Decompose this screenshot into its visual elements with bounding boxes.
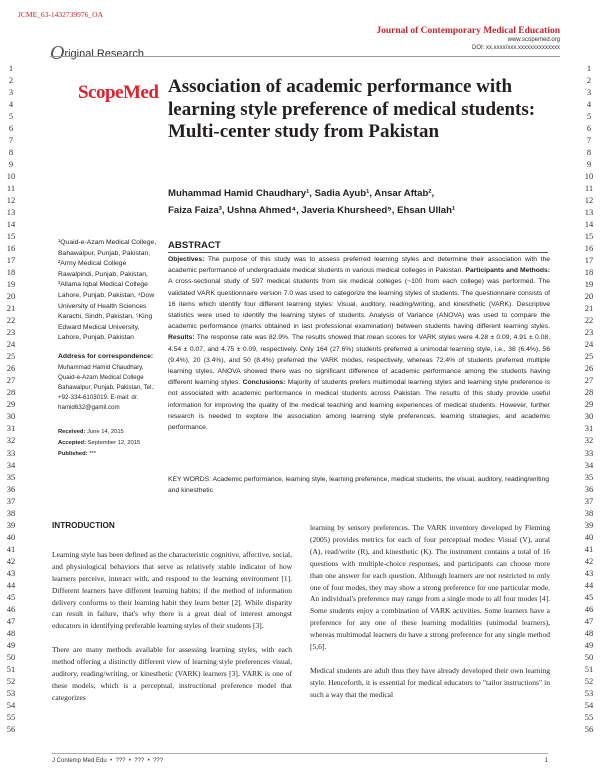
line-number: 30: [6, 411, 16, 422]
line-number: 46: [6, 603, 16, 614]
line-number: 52: [6, 675, 16, 686]
document-id: JCME_63-1432739976_OA: [18, 10, 104, 19]
line-number: 16: [6, 243, 16, 254]
line-number: 50: [6, 651, 16, 662]
line-number: 40: [6, 531, 16, 542]
page-number: 1: [544, 758, 548, 764]
results-label: Results:: [168, 334, 195, 342]
line-number: 43: [6, 567, 16, 578]
line-number: 9: [8, 159, 14, 170]
line-number: 52: [584, 675, 594, 686]
results-text: The response rate was 82.9%. The results showed that mean scores for VARK styles were 4.28 ± 0.09, 4.91 ± 0.08, 4.54 ± 0.07, and 4.75 ± 0.09, respectively. Only 164 (27.6%) students preferred a unimodal learning style, i.e., 38 (6.4%), 56 (9.4%), 20 (3.4%), and 50 (8.4%) preferred the VARK modes, respectively, whereas 72.4% of students preferred multiple learning styles. ANOVA showed there was no significant difference of academic performance among the students having different learning styles.: [168, 334, 550, 387]
line-number: 47: [6, 615, 16, 626]
intro-paragraph-4: Medical students are adult thus they have already developed their own learning style. Henceforth, it is essential for medical educators to "tailor instructions" in such a way that the medical: [310, 665, 550, 699]
correspondence-text: Muhammad Hamid Chaudhary, Quaid-e-Azam Medical College Bahawalpur, Punjab, Pakistan, Tel.: +92-334-6103019. E-mail: dr. hamid632@gamil.com: [58, 363, 155, 411]
line-number: 22: [6, 315, 16, 326]
line-number: 36: [584, 483, 594, 494]
conclusions-label: Conclusions:: [242, 379, 286, 387]
keywords-text: Academic performance, learning style, learning preference, medical students, the visual, auditory, reading/writing and kinesthetic: [168, 476, 549, 495]
affiliations: ¹Quaid-e-Azam Medical College, Bahawalpur, Punjab, Pakistan, ²Army Medical College Rawalpindi, Punjab, Pakistan, ³Allama Iqbal Medical College Lahore, Punjab, Pakistan, ⁴Dow University of Health Sciences Karachi, Sindh, Pakistan, ⁵King Edward Medical University, Lahore, Punjab, Pakistan: [58, 239, 157, 342]
line-number: 27: [6, 375, 16, 386]
line-number: 45: [584, 591, 594, 602]
line-number: 3: [586, 87, 592, 98]
line-number: 26: [6, 363, 16, 374]
line-number: 44: [584, 579, 594, 590]
line-number: 6: [8, 123, 14, 134]
line-number: 19: [6, 279, 16, 290]
line-number: 56: [584, 723, 594, 734]
line-number: 8: [586, 147, 592, 158]
line-number: 51: [6, 663, 16, 674]
line-number: 41: [6, 543, 16, 554]
line-number: 48: [584, 627, 594, 638]
doi: DOI: xx.xxxx/xxx.xxxxxxxxxxxxxx: [471, 45, 560, 51]
line-number: 10: [6, 171, 16, 182]
line-number: 23: [584, 327, 594, 338]
dates: [58, 427, 158, 460]
author-line-2: Faiza Faiza³, Ushna Ahmed⁴, Javeria Khursheed⁵, Ehsan Ullah¹: [168, 205, 456, 216]
line-number: 55: [584, 711, 594, 722]
line-number: 32: [584, 435, 594, 446]
line-number: 37: [6, 495, 16, 506]
line-number: 42: [6, 555, 16, 566]
line-number: 13: [584, 207, 594, 218]
line-numbers-right: [578, 62, 600, 735]
line-number: 53: [6, 687, 16, 698]
line-number: 56: [6, 723, 16, 734]
line-number: 22: [584, 315, 594, 326]
correspondence-label: Address for correspondence:: [58, 352, 154, 360]
line-number: 31: [6, 423, 16, 434]
line-number: 5: [586, 111, 592, 122]
line-number: 18: [6, 267, 16, 278]
keywords-label: KEY WORDS:: [168, 476, 212, 483]
line-number: 12: [584, 195, 594, 206]
line-number: 13: [6, 207, 16, 218]
intro-paragraph-2: There are many methods available for assessing learning styles, with each method offering a distinctly different view of learning style preferences visual, auditory, reading/writing, or kinesthetic (VARK) learners [3]. VARK is one of these models, which is a perceptual, instructional preference model that categorizes: [52, 645, 292, 702]
line-number: 30: [584, 411, 594, 422]
line-number: 26: [584, 363, 594, 374]
line-number: 35: [6, 471, 16, 482]
line-number: 24: [584, 339, 594, 350]
line-number: 54: [584, 699, 594, 710]
line-number: 1: [8, 63, 14, 73]
line-number: 14: [584, 219, 594, 230]
conclusions-text: Majority of students prefers multimodal learning styles and learning style preference is not associated with academic performance in medical students across Pakistan. The results of this study provide useful information for improving the quality of the medical teaching and learning experiences of medical students. However, further research is needed to explore the association among learning style preferences, learning strategies, and academic performance.: [168, 379, 550, 432]
line-number: 10: [584, 171, 594, 182]
line-number: 38: [584, 507, 594, 518]
footer-rule: [52, 753, 548, 754]
line-number: 11: [584, 183, 594, 194]
line-number: 45: [6, 591, 16, 602]
line-number: 48: [6, 627, 16, 638]
line-number: 17: [584, 255, 594, 266]
line-number: 39: [584, 519, 594, 530]
accepted-date: Accepted: September 12, 2015: [58, 439, 141, 446]
line-number: 55: [6, 711, 16, 722]
objectives-label: Objectives:: [168, 256, 205, 263]
author-line-1: Muhammad Hamid Chaudhary¹, Sadia Ayub¹, Ansar Aftab²,: [168, 188, 435, 199]
line-number: 21: [6, 303, 16, 314]
line-number: 6: [586, 123, 592, 134]
line-number: 2: [586, 75, 592, 86]
line-number: 49: [6, 639, 16, 650]
journal-name: Journal of Contemporary Medical Education: [376, 26, 560, 36]
line-number: 43: [584, 567, 594, 578]
line-number: 20: [584, 291, 594, 302]
line-number: 39: [6, 519, 16, 530]
introduction-heading: INTRODUCTION: [52, 521, 115, 530]
line-number: 41: [584, 543, 594, 554]
received-date: Received: June 14, 2015: [58, 428, 124, 435]
line-number: 9: [586, 159, 592, 170]
line-number: 2: [8, 75, 14, 86]
line-number: 4: [8, 99, 14, 110]
article-type-rest: riginal Research: [64, 48, 144, 60]
line-number: 14: [6, 219, 16, 230]
line-number: 31: [584, 423, 594, 434]
line-number: 15: [6, 231, 16, 242]
line-number: 18: [584, 267, 594, 278]
line-number: 8: [8, 147, 14, 158]
line-number: 53: [584, 687, 594, 698]
line-number: 24: [6, 339, 16, 350]
methods-label: Participants and Methods:: [465, 267, 550, 275]
published-date: Published: ***: [58, 450, 97, 457]
line-number: 11: [6, 183, 16, 194]
abstract-rule: [168, 252, 548, 253]
line-number: 50: [584, 651, 594, 662]
author-list: [168, 185, 548, 219]
line-number: 17: [6, 255, 16, 266]
line-number: 27: [584, 375, 594, 386]
line-number: 36: [6, 483, 16, 494]
line-number: 46: [584, 603, 594, 614]
body-column-left: [52, 520, 292, 716]
objectives-text: The purpose of this study was to assess preferred learning styles and determine their association with the academic performance of undergraduate medical students in various medical colleges in Pakistan.: [168, 256, 550, 275]
article-type-initial: O: [50, 42, 65, 64]
line-number: 34: [6, 459, 16, 470]
line-number: 40: [584, 531, 594, 542]
line-number: 28: [584, 387, 594, 398]
line-number: 32: [6, 435, 16, 446]
line-number: 35: [584, 471, 594, 482]
line-number: 51: [584, 663, 594, 674]
line-number: 29: [584, 399, 594, 410]
line-number: 33: [6, 447, 16, 458]
body-column-right: [310, 522, 550, 712]
line-number: 5: [8, 111, 14, 122]
line-number: 28: [6, 387, 16, 398]
line-number: 20: [6, 291, 16, 302]
article-title: Association of academic performance with learning style preference of medical students: Multi-center study from Pakistan: [168, 76, 536, 142]
line-number: 25: [584, 351, 594, 362]
line-number: 34: [584, 459, 594, 470]
line-number: 25: [6, 351, 16, 362]
line-number: 19: [584, 279, 594, 290]
methods-text: A cross-sectional study of 597 medical students from six medical colleges (~100 from each college) was performed. The validated VARK questionnaire version 7.0 was used to categorize the learning styles of students. The questionnaire consists of 16 items which identify four different learning styles: Visual, auditory, reading/writing, and kinesthetic (VARK). Descriptive statistics were used to identify the learning styles of students. Analysis of Variance (ANOVA) was used to compare the academic performance (marks obtained in last professional examination) between students having different learning styles.: [168, 278, 550, 331]
line-number: 1: [586, 63, 592, 73]
journal-website[interactable]: www.scopemed.org: [507, 37, 560, 43]
line-number: 12: [6, 195, 16, 206]
line-number: 42: [584, 555, 594, 566]
line-numbers-left: [0, 62, 22, 735]
line-number: 4: [586, 99, 592, 110]
line-number: 21: [584, 303, 594, 314]
line-number: 38: [6, 507, 16, 518]
line-number: 16: [584, 243, 594, 254]
line-number: 7: [586, 135, 592, 146]
article-type: [50, 40, 144, 63]
line-number: 54: [6, 699, 16, 710]
line-number: 7: [8, 135, 14, 146]
line-number: 49: [584, 639, 594, 650]
keywords: [168, 474, 550, 496]
header-rule: [50, 56, 560, 57]
footer: [52, 758, 548, 764]
line-number: 37: [584, 495, 594, 506]
line-number: 33: [584, 447, 594, 458]
intro-paragraph-3: learning by sensory preferences. The VARK inventory developed by Fleming (2005) provides metrics for each of four perceptual modes: Visual (V), aural (A), read/write (R), and kinesthetic (K). The instrument contains a total of 16 questions with multiple-choice responses, and participants can choose more than one answer for each question. Although learners are not restricted to only one of four modes, they may show a strong preference for one particular mode. An individual's preference may range from a single mode to all four modes [4]. Some students enjoy a combination of VARK activities. Some learners have a preference for any one of these learning modalities (unimodal learners), whereas multimodal learners do have a strong preference for any single method [5,6].: [310, 523, 550, 652]
footer-citation: J Contemp Med Edu • ??? • ??? • ???: [52, 758, 164, 764]
line-number: 15: [584, 231, 594, 242]
intro-paragraph-1: Learning style has been defined as the characteristic cognitive, affective, social, and physiological behaviors that serve as relatively stable indicator of how learners perceive, interact with, and respond to the learning environment [1]. Different learners have different learning habits; if the method of information delivery conforms to their learning habit they learn better [2]. While disparity can result in failure, that's why there is a great deal of interest amongst educators in identifying preferable learning styles of their students [3].: [52, 549, 292, 631]
publisher-logo: ScopeMed: [78, 82, 159, 103]
line-number: 23: [6, 327, 16, 338]
sidebar: [58, 238, 158, 460]
abstract-body: [168, 254, 550, 433]
line-number: 3: [8, 87, 14, 98]
line-number: 44: [6, 579, 16, 590]
abstract-heading: ABSTRACT: [168, 240, 221, 251]
line-number: 47: [584, 615, 594, 626]
line-number: 29: [6, 399, 16, 410]
